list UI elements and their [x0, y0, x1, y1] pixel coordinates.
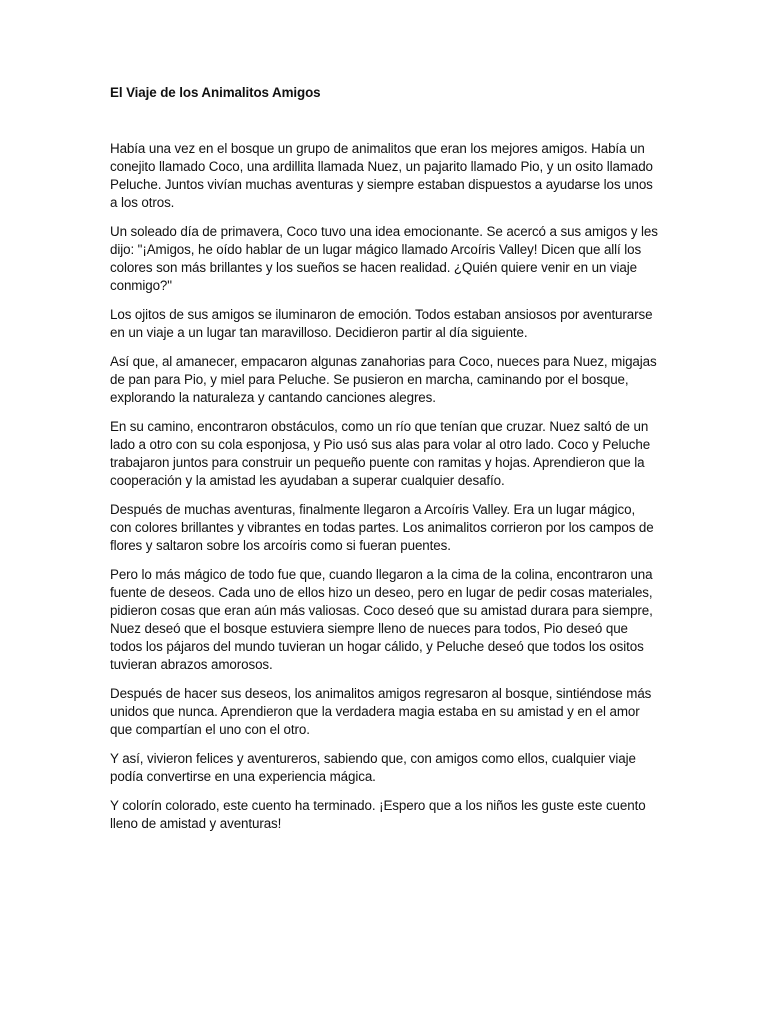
paragraph: Después de hacer sus deseos, los animalitos amigos regresaron al bosque, sintiéndose más unidos que nunca. Aprendieron que la verdadera magia estaba en su amistad y en el amor que compartían el uno con el otro. [110, 686, 652, 737]
document-body [110, 84, 658, 844]
paragraph: Pero lo más mágico de todo fue que, cuando llegaron a la cima de la colina, encontraron una fuente de deseos. Cada uno de ellos hizo un deseo, pero en lugar de pedir cosas materiales, pidieron cosas que eran aún más valiosas. Coco deseó que su amistad durara para siempre, Nuez deseó que el bosque estuviera siempre lleno de nueces para todos, Pio deseó que todos los pájaros del mundo tuvieran un hogar cálido, y Peluche deseó que todos los ositos tuvieran abrazos amorosos. [110, 567, 653, 672]
paragraph: Después de muchas aventuras, finalmente llegaron a Arcoíris Valley. Era un lugar mágico, con colores brillantes y vibrantes en todas partes. Los animalitos corrieron por los campos de flores y saltaron sobre los arcoíris como si fueran puentes. [110, 502, 654, 553]
document-title: El Viaje de los Animalitos Amigos [110, 85, 321, 100]
paragraph: Había una vez en el bosque un grupo de animalitos que eran los mejores amigos. Había un conejito llamado Coco, una ardillita llamada Nuez, un pajarito llamado Pio, y un osito llamado Peluche. Juntos vivían muchas aventuras y siempre estaban dispuestos a ayudarse los unos a los otros. [110, 141, 653, 210]
paragraph: En su camino, encontraron obstáculos, como un río que tenían que cruzar. Nuez saltó de un lado a otro con su cola esponjosa, y Pio usó sus alas para volar al otro lado. Coco y Peluche trabajaron juntos para construir un pequeño puente con ramitas y hojas. Aprendieron que la cooperación y la amistad les ayudaban a superar cualquier desafío. [110, 419, 651, 488]
paragraph: Los ojitos de sus amigos se iluminaron de emoción. Todos estaban ansiosos por aventurarse en un viaje a un lugar tan maravilloso. Decidieron partir al día siguiente. [110, 307, 653, 340]
paragraph: Y colorín colorado, este cuento ha terminado. ¡Espero que a los niños les guste este cuento lleno de amistad y aventuras! [110, 798, 646, 831]
paragraph: Y así, vivieron felices y aventureros, sabiendo que, con amigos como ellos, cualquier viaje podía convertirse en una experiencia mágica. [110, 751, 636, 784]
paragraph: Así que, al amanecer, empacaron algunas zanahorias para Coco, nueces para Nuez, migajas de pan para Pio, y miel para Peluche. Se pusieron en marcha, caminando por el bosque, explorando la naturaleza y cantando canciones alegres. [110, 354, 657, 405]
paragraph: Un soleado día de primavera, Coco tuvo una idea emocionante. Se acercó a sus amigos y les dijo: "¡Amigos, he oído hablar de un lugar mágico llamado Arcoíris Valley! Dicen que allí los colores son más brillantes y los sueños se hacen realidad. ¿Quién quiere venir en un viaje conmigo?" [110, 224, 658, 293]
